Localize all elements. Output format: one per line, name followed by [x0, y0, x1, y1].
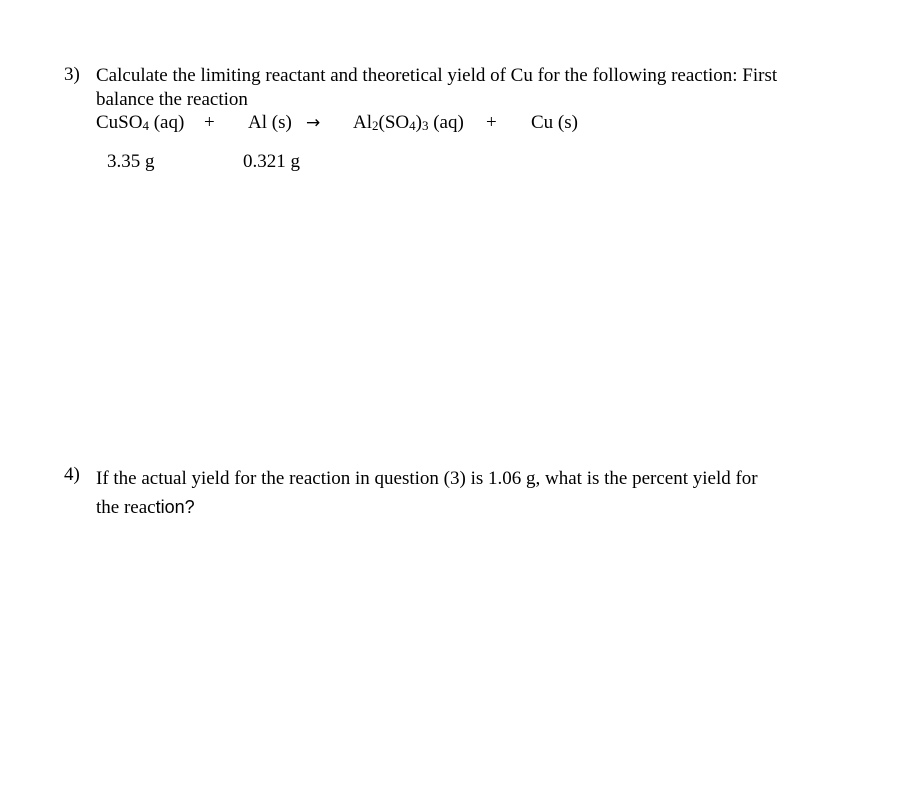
question-4-number: 4)	[64, 464, 80, 485]
reaction-arrow: →	[306, 113, 321, 133]
question-3-text-line-2: balance the reaction	[96, 89, 248, 110]
reactant-cuso4: CuSO$_4$ (aq)	[96, 112, 185, 133]
product-cu: Cu (s)	[531, 112, 578, 133]
plus-sign-2: +	[486, 112, 497, 133]
mass-cuso4: 3.35 g	[107, 151, 155, 172]
plus-sign-1: +	[204, 112, 215, 133]
question-3-text-line-1: Calculate the limiting reactant and theoretical yield of Cu for the following reaction: First	[96, 65, 778, 86]
reactant-al: Al (s)	[248, 112, 292, 133]
question-4-text-line-2	[96, 493, 195, 522]
question-4-text-line-2-part-b: tion?	[155, 497, 195, 517]
product-al2so43: $Al_2(SO_4)_3$ (aq)	[353, 112, 464, 133]
question-4-text-line-2-part-a: the reac	[96, 497, 156, 518]
mass-al: 0.321 g	[243, 151, 300, 172]
question-3-number: 3)	[64, 64, 80, 85]
question-4-text-line-1: If the actual yield for the reaction in question (3) is 1.06 g, what is the percent yield for	[96, 468, 758, 489]
